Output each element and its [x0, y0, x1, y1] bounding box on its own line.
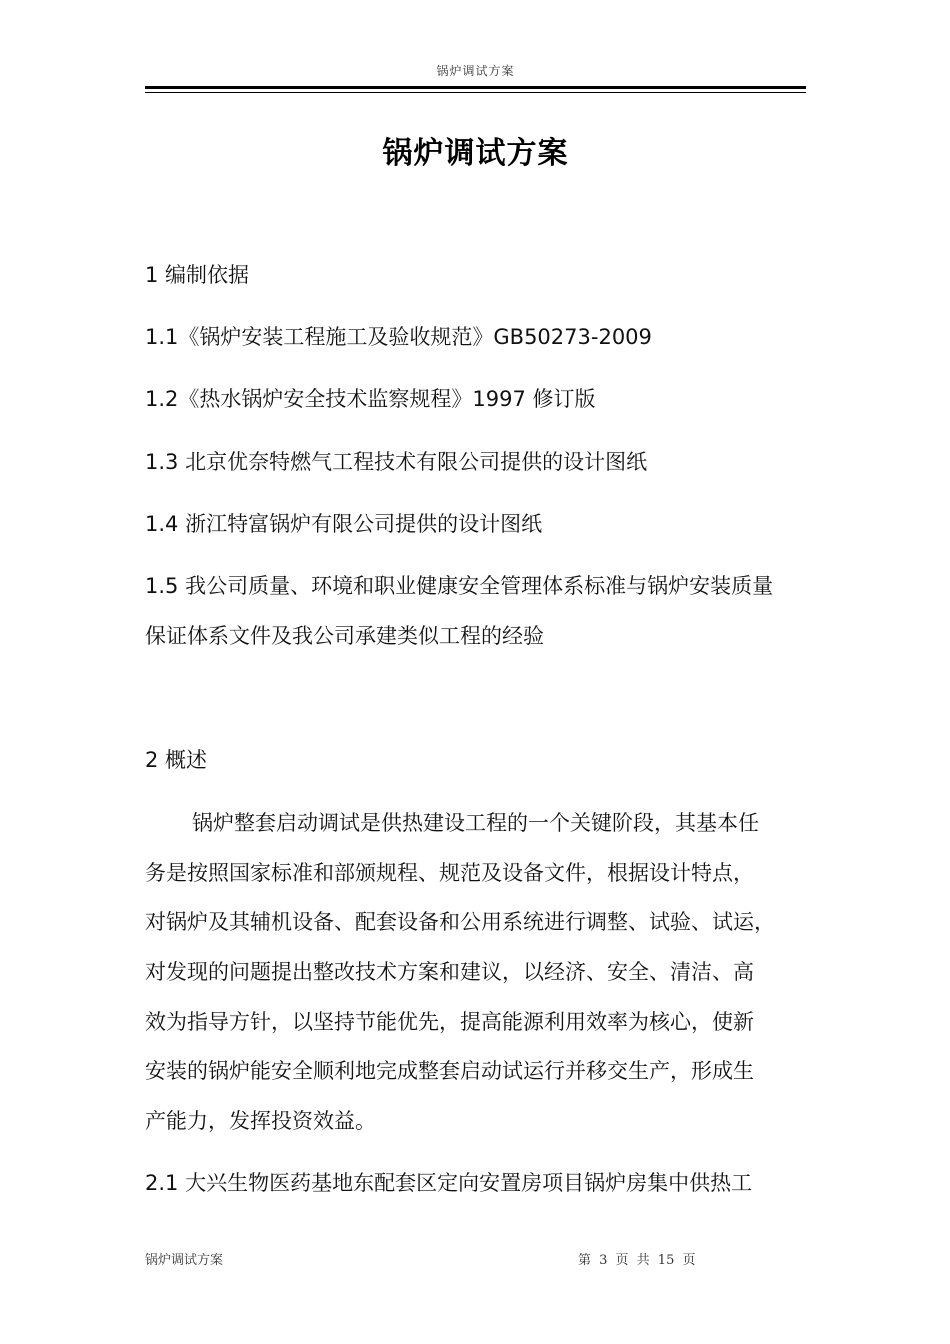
reference-item-1-5-line-2: 保证体系文件及我公司承建类似工程的经验	[145, 624, 544, 648]
overview-paragraph-line: 对发现的问题提出整改技术方案和建议，以经济、安全、清洁、高	[145, 960, 754, 984]
overview-paragraph-line: 务是按照国家标准和部颁规程、规范及设备文件，根据设计特点，	[145, 861, 754, 885]
reference-item-1-5-line-1: 1.5 我公司质量、环境和职业健康安全管理体系标准与锅炉安装质量	[145, 574, 774, 598]
section-1-heading: 1 编制依据	[145, 263, 250, 287]
overview-paragraph-line: 产能力，发挥投资效益。	[145, 1109, 376, 1133]
header-rule-thin	[145, 92, 806, 93]
document-title: 锅炉调试方案	[382, 136, 569, 171]
footer-document-name: 锅炉调试方案	[145, 1253, 224, 1268]
section-2-heading: 2 概述	[145, 748, 208, 772]
header-rule-thick	[145, 86, 806, 89]
overview-paragraph-line: 安装的锅炉能安全顺利地完成整套启动试运行并移交生产，形成生	[145, 1059, 754, 1083]
overview-paragraph-line: 对锅炉及其辅机设备、配套设备和公用系统进行调整、试验、试运，	[145, 910, 775, 934]
footer-page-number: 第 3 页 共 15 页	[578, 1253, 696, 1268]
subsection-2-1-heading: 2.1 大兴生物医药基地东配套区定向安置房项目锅炉房集中供热工	[145, 1171, 753, 1195]
reference-item-1-1: 1.1《锅炉安装工程施工及验收规范》GB50273-2009	[145, 325, 652, 349]
page-header: 锅炉调试方案	[436, 64, 515, 78]
reference-item-1-3: 1.3 北京优奈特燃气工程技术有限公司提供的设计图纸	[145, 450, 648, 474]
overview-paragraph-line: 锅炉整套启动调试是供热建设工程的一个关键阶段，其基本任	[192, 811, 759, 835]
overview-paragraph-line: 效为指导方针，以坚持节能优先，提高能源利用效率为核心，使新	[145, 1010, 754, 1034]
reference-item-1-2: 1.2《热水锅炉安全技术监察规程》1997 修订版	[145, 387, 596, 411]
reference-item-1-4: 1.4 浙江特富锅炉有限公司提供的设计图纸	[145, 512, 543, 536]
